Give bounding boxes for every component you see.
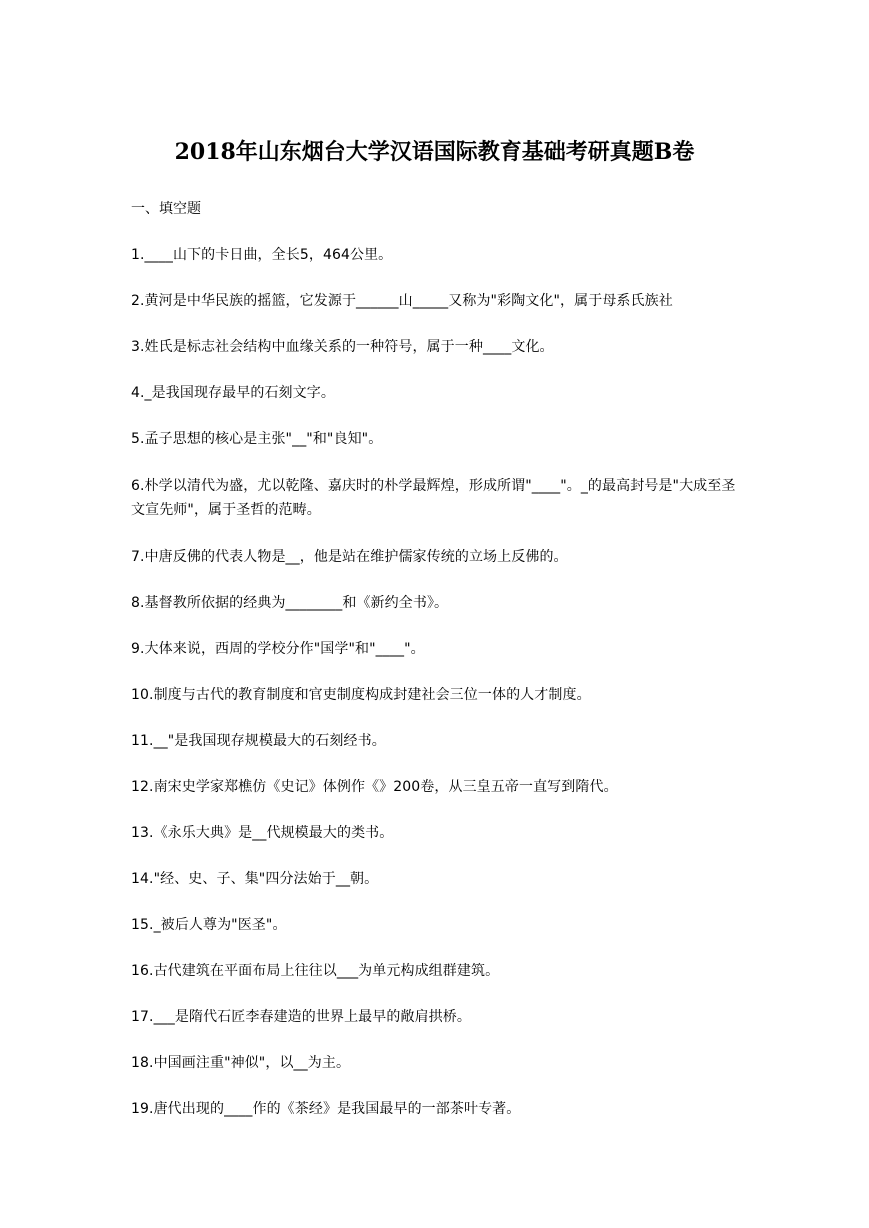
question-list [131,244,741,1144]
question-item-11: 11.__"是我国现存规模最大的石刻经书。 [131,733,386,749]
question-item-2: 2.黄河是中华民族的摇篮，它发源于______山_____又称为"彩陶文化"，属于母系氏族社 [131,293,673,309]
question-item-10: 10.制度与古代的教育制度和官吏制度构成封建社会三位一体的人才制度。 [131,687,591,703]
question-item-18: 18.中国画注重"神似"，以__为主。 [131,1055,351,1071]
question-item-12: 12.南宋史学家郑樵仿《史记》体例作《》200卷，从三皇五帝一直写到隋代。 [131,779,618,795]
question-item-3: 3.姓氏是标志社会结构中血缘关系的一种符号，属于一种____文化。 [131,339,554,355]
question-item-4: 4._是我国现存最早的石刻文字。 [131,385,335,401]
question-item-6: 6.朴学以清代为盛，尤以乾隆、嘉庆时的朴学最辉煌，形成所谓"____"。_的最高封号是"大成至圣文宣先师"，属于圣哲的范畴。 [131,478,736,518]
question-item-13: 13.《永乐大典》是__代规模最大的类书。 [131,825,394,841]
question-item-5: 5.孟子思想的核心是主张"__"和"良知"。 [131,431,383,447]
question-item-9: 9.大体来说，西周的学校分作"国学"和"____"。 [131,641,425,657]
question-item-8: 8.基督教所依据的经典为________和《新约全书》。 [131,595,449,611]
question-item-17: 17.___是隋代石匠李春建造的世界上最早的敞肩拱桥。 [131,1009,471,1025]
question-item-1: 1.____山下的卡日曲，全长5，464公里。 [131,247,393,263]
question-item-19: 19.唐代出现的____作的《茶经》是我国最早的一部茶叶专著。 [131,1101,521,1117]
page-title: 2018年山东烟台大学汉语国际教育基础考研真题B卷 [174,139,695,165]
question-item-14: 14."经、史、子、集"四分法始于__朝。 [131,871,379,887]
question-item-7: 7.中唐反佛的代表人物是__，他是站在维护儒家传统的立场上反佛的。 [131,549,568,565]
question-item-15: 15._被后人尊为"医圣"。 [131,917,287,933]
question-item-16: 16.古代建筑在平面布局上往往以___为单元构成组群建筑。 [131,963,500,979]
section-heading: 一、填空题 [131,201,201,217]
